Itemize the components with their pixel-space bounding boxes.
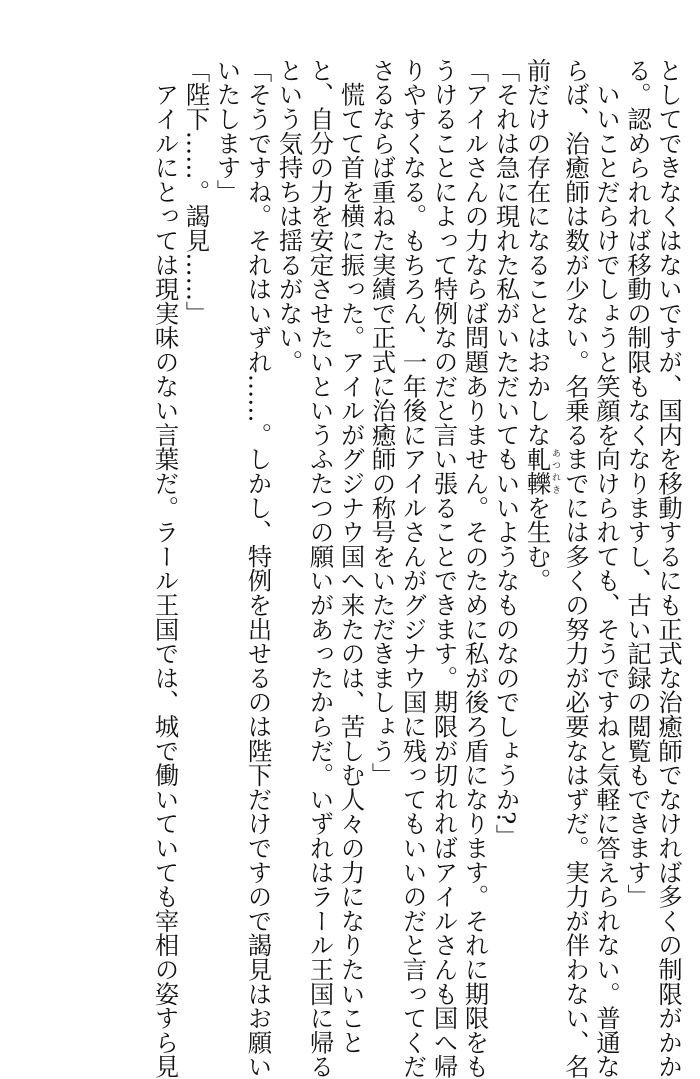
text-line-3: いいことだらけでしょうと笑顔を向けられても、そうですねと気軽に答えられない。普通な — [592, 58, 621, 1079]
text-line-5-main: 前だけの存在になることはおかしな — [522, 58, 552, 447]
text-line-4: らば、治癒師は数が少ない。名乗るまでには多くの努力が必要なはずだ。実力が伴わない、名 — [561, 58, 590, 1079]
text-line-12: と、自分の力を安定させたいというふたつの願いがあったからだ。いずれはラール王国に帰る — [305, 58, 335, 1079]
text-line-5 — [522, 58, 561, 958]
ruby-reading: あつれき — [550, 446, 560, 496]
ruby-base: 軋轢 — [522, 446, 552, 496]
ruby-word — [522, 446, 560, 496]
text-line-17: アイルにとっては現実味のない言葉だ。ラール王国では、城で働いていても宰相の姿すら見 — [150, 58, 180, 1079]
text-line-11: 慌てて首を横に振った。アイルがグジナウ国へ来たのは、苦しむ人々の力になりたいこと — [336, 58, 366, 1055]
text-line-7: 「アイルさんの力ならば問題ありません。そのために私が後ろ盾になります。それに期限をも — [460, 58, 490, 1079]
vertical-text-body — [150, 58, 685, 1079]
text-line-8: うけることによって特例なのだと言い張ることできます。期限が切れればアイルさんも国へ帰 — [429, 58, 459, 1079]
text-line-16: 「陛下……。謁見……」 — [181, 58, 211, 326]
text-line-1: としてできなくはないですが、国内を移動するにも正式な治癒師でなければ多くの制限がかか — [654, 58, 683, 1079]
text-line-13: という気持ちは揺るがない。 — [274, 58, 304, 374]
text-line-14: 「そうですね。それはいずれ……。しかし、特例を出せるのは陛下だけですので謁見はお願い — [243, 58, 273, 1079]
text-line-5-tail: を生む。 — [522, 495, 552, 593]
text-line-10: さるならば重ねた実績で正式に治癒師の称号をいただきましょう」 — [367, 58, 397, 787]
text-line-2: る。認められれば移動の制限もなくなりますし、古い記録の閲覧もできます」 — [623, 58, 652, 909]
text-line-9: りやすくなる。もちろん、一年後にアイルさんがグジナウ国に残ってもいいのだと言ってくだ — [398, 58, 428, 1079]
text-line-6: 「それは急に現れた私がいただいてもいいようなものなのでしょうか?」 — [491, 58, 521, 849]
text-line-15: いたします」 — [212, 58, 242, 204]
